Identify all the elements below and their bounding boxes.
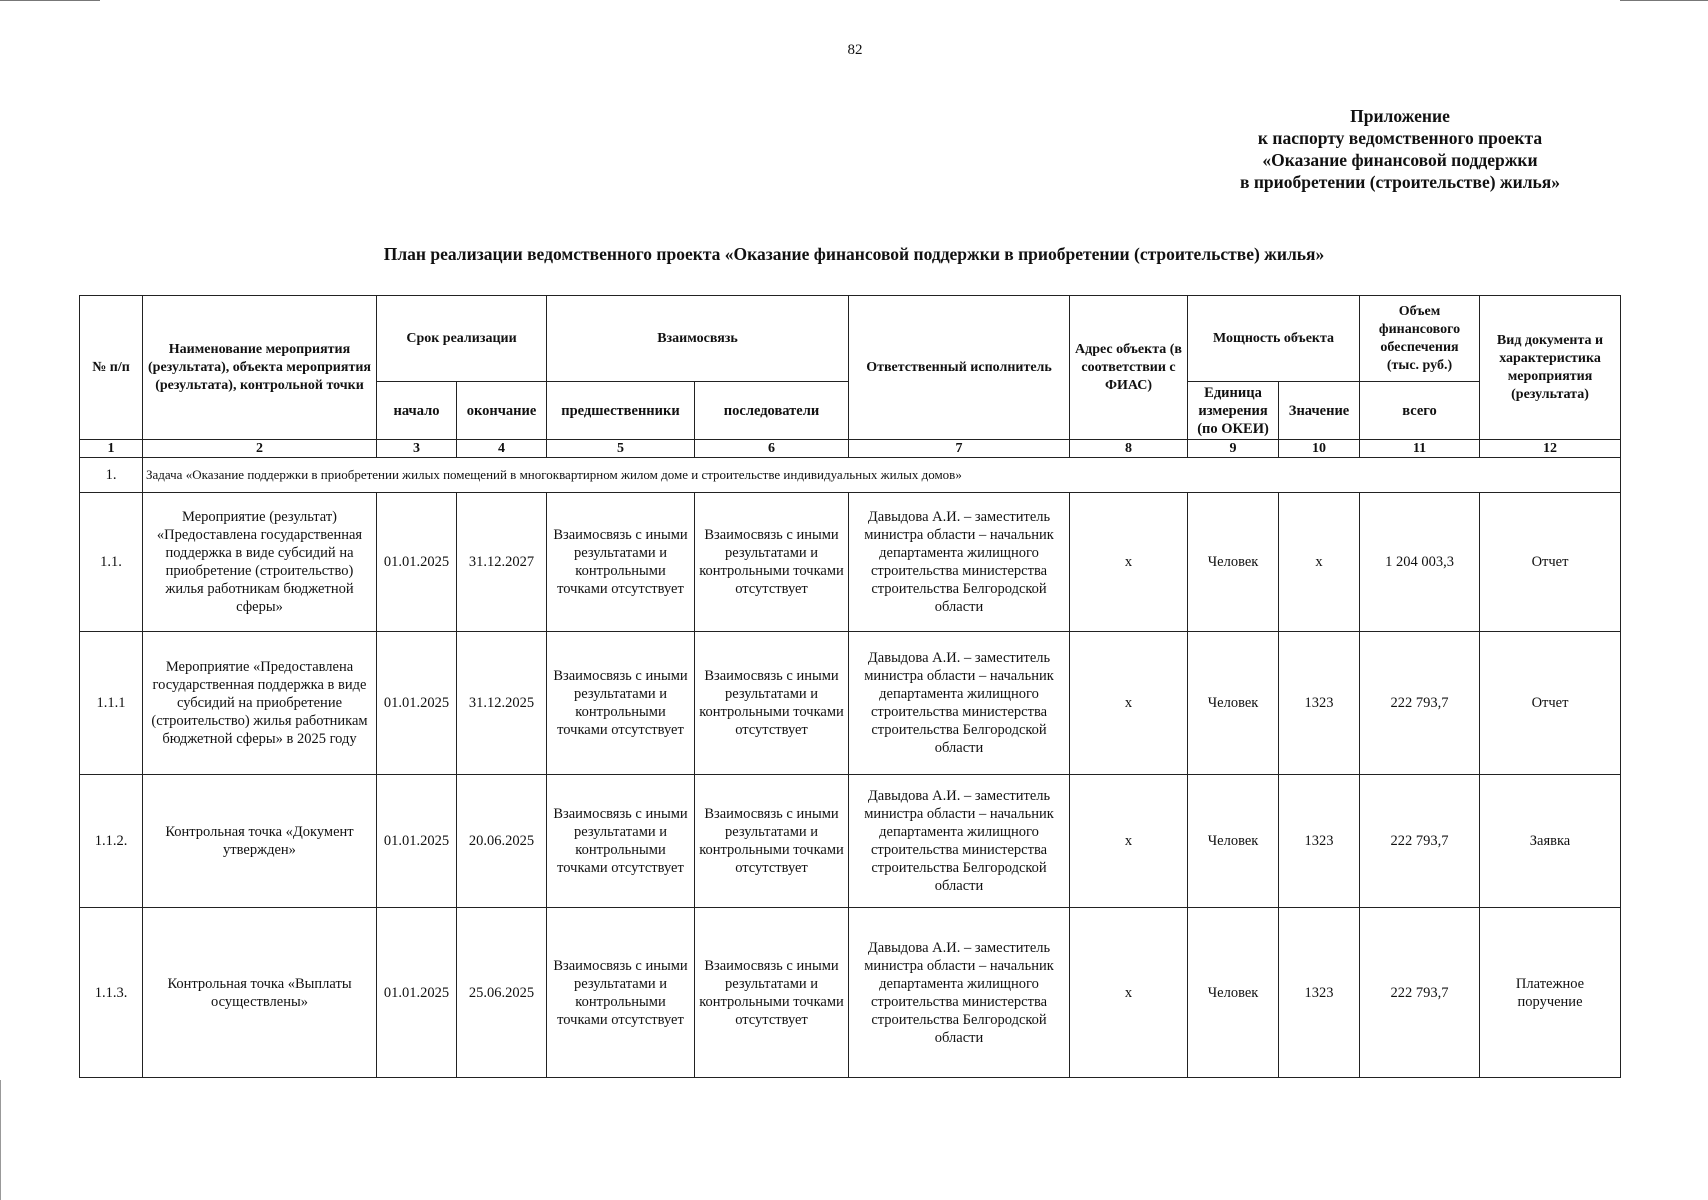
header-capacity: Мощность объекта (1188, 296, 1360, 382)
column-number: 5 (547, 440, 695, 458)
cell-name: Контрольная точка «Выплаты осуществлены» (143, 908, 377, 1078)
cell-responsible: Давыдова А.И. – заместитель министра области – начальник департамента жилищного строительства министерства строительства Белгородской области (849, 775, 1070, 908)
scan-edge-line-right (1620, 0, 1708, 1)
header-finance: Объем финансового обеспечения (тыс. руб.) (1360, 296, 1480, 382)
header-period: Срок реализации (377, 296, 547, 382)
cell-name: Контрольная точка «Документ утвержден» (143, 775, 377, 908)
column-number: 1 (80, 440, 143, 458)
cell-doc-type: Платежное поручение (1480, 908, 1621, 1078)
cell-start: 01.01.2025 (377, 908, 457, 1078)
cell-start: 01.01.2025 (377, 632, 457, 775)
cell-address: х (1070, 632, 1188, 775)
header-name: Наименование мероприятия (результата), объекта мероприятия (результата), контрольной точки (143, 296, 377, 440)
cell-doc-type: Отчет (1480, 493, 1621, 632)
column-number: 8 (1070, 440, 1188, 458)
column-number-row (80, 440, 1621, 458)
cell-total: 222 793,7 (1360, 632, 1480, 775)
header-end: окончание (457, 382, 547, 440)
cell-successors: Взаимосвязь с иными результатами и контрольными точками отсутствует (695, 493, 849, 632)
cell-value: 1323 (1279, 908, 1360, 1078)
cell-value: 1323 (1279, 632, 1360, 775)
cell-end: 20.06.2025 (457, 775, 547, 908)
header-doc-type: Вид документа и характеристика мероприятия (результата) (1480, 296, 1621, 440)
cell-predecessors: Взаимосвязь с иными результатами и контрольными точками отсутствует (547, 908, 695, 1078)
cell-start: 01.01.2025 (377, 775, 457, 908)
cell-responsible: Давыдова А.И. – заместитель министра области – начальник департамента жилищного строительства министерства строительства Белгородской области (849, 632, 1070, 775)
column-number: 10 (1279, 440, 1360, 458)
table-row (80, 775, 1621, 908)
scan-edge-line-left (0, 0, 100, 1)
page-number: 82 (847, 42, 863, 58)
cell-num: 1.1.3. (80, 908, 143, 1078)
cell-total: 222 793,7 (1360, 775, 1480, 908)
cell-doc-type: Отчет (1480, 632, 1621, 775)
header-responsible: Ответственный исполнитель (849, 296, 1070, 440)
appendix-header (1180, 105, 1620, 193)
header-num: № п/п (80, 296, 143, 440)
cell-successors: Взаимосвязь с иными результатами и контрольными точками отсутствует (695, 632, 849, 775)
header-predecessors: предшественники (547, 382, 695, 440)
cell-predecessors: Взаимосвязь с иными результатами и контрольными точками отсутствует (547, 632, 695, 775)
cell-end: 25.06.2025 (457, 908, 547, 1078)
cell-predecessors: Взаимосвязь с иными результатами и контрольными точками отсутствует (547, 775, 695, 908)
cell-name: Мероприятие «Предоставлена государственная поддержка в виде субсидий на приобретение (строительство) жилья работникам бюджетной сферы» в 2025 году (143, 632, 377, 775)
cell-start: 01.01.2025 (377, 493, 457, 632)
cell-total: 222 793,7 (1360, 908, 1480, 1078)
cell-end: 31.12.2027 (457, 493, 547, 632)
cell-address: х (1070, 493, 1188, 632)
task-num: 1. (80, 458, 143, 493)
cell-doc-type: Заявка (1480, 775, 1621, 908)
appendix-line: к паспорту ведомственного проекта (1257, 128, 1543, 148)
appendix-line: «Оказание финансовой поддержки (1262, 150, 1538, 170)
cell-successors: Взаимосвязь с иными результатами и контрольными точками отсутствует (695, 775, 849, 908)
cell-num: 1.1.1 (80, 632, 143, 775)
plan-title: План реализации ведомственного проекта «Оказание финансовой поддержки в приобретении (строительстве) жилья» (383, 244, 1325, 264)
header-value: Значение (1279, 382, 1360, 440)
table-row (80, 632, 1621, 775)
cell-name: Мероприятие (результат) «Предоставлена государственная поддержка в виде субсидий на приобретение (строительство) жилья работникам бюджетной сферы» (143, 493, 377, 632)
column-number: 4 (457, 440, 547, 458)
task-row (80, 458, 1621, 493)
cell-address: х (1070, 908, 1188, 1078)
scan-edge-mark (0, 1080, 1, 1200)
cell-unit: Человек (1188, 908, 1279, 1078)
column-number: 2 (143, 440, 377, 458)
appendix-line: в приобретении (строительстве) жилья» (1240, 172, 1560, 192)
cell-unit: Человек (1188, 775, 1279, 908)
header-relation: Взаимосвязь (547, 296, 849, 382)
cell-num: 1.1.2. (80, 775, 143, 908)
cell-responsible: Давыдова А.И. – заместитель министра области – начальник департамента жилищного строительства министерства строительства Белгородской области (849, 908, 1070, 1078)
plan-table (79, 295, 1621, 1078)
header-unit: Единица измерения (по ОКЕИ) (1188, 382, 1279, 440)
header-address: Адрес объекта (в соответствии с ФИАС) (1070, 296, 1188, 440)
column-number: 3 (377, 440, 457, 458)
cell-responsible: Давыдова А.И. – заместитель министра области – начальник департамента жилищного строительства министерства строительства Белгородской области (849, 493, 1070, 632)
cell-value: х (1279, 493, 1360, 632)
column-number: 12 (1480, 440, 1621, 458)
table-row (80, 493, 1621, 632)
table-row (80, 908, 1621, 1078)
cell-end: 31.12.2025 (457, 632, 547, 775)
cell-num: 1.1. (80, 493, 143, 632)
header-row (80, 296, 1621, 382)
appendix-line: Приложение (1350, 106, 1450, 126)
cell-successors: Взаимосвязь с иными результатами и контрольными точками отсутствует (695, 908, 849, 1078)
column-number: 11 (1360, 440, 1480, 458)
task-text: Задача «Оказание поддержки в приобретении жилых помещений в многоквартирном жилом доме и строительстве индивидуальных жилых домов» (143, 458, 1621, 493)
header-total: всего (1360, 382, 1480, 440)
cell-value: 1323 (1279, 775, 1360, 908)
column-number: 7 (849, 440, 1070, 458)
cell-predecessors: Взаимосвязь с иными результатами и контрольными точками отсутствует (547, 493, 695, 632)
header-successors: последователи (695, 382, 849, 440)
cell-unit: Человек (1188, 493, 1279, 632)
cell-address: х (1070, 775, 1188, 908)
column-number: 9 (1188, 440, 1279, 458)
cell-unit: Человек (1188, 632, 1279, 775)
cell-total: 1 204 003,3 (1360, 493, 1480, 632)
column-number: 6 (695, 440, 849, 458)
header-start: начало (377, 382, 457, 440)
